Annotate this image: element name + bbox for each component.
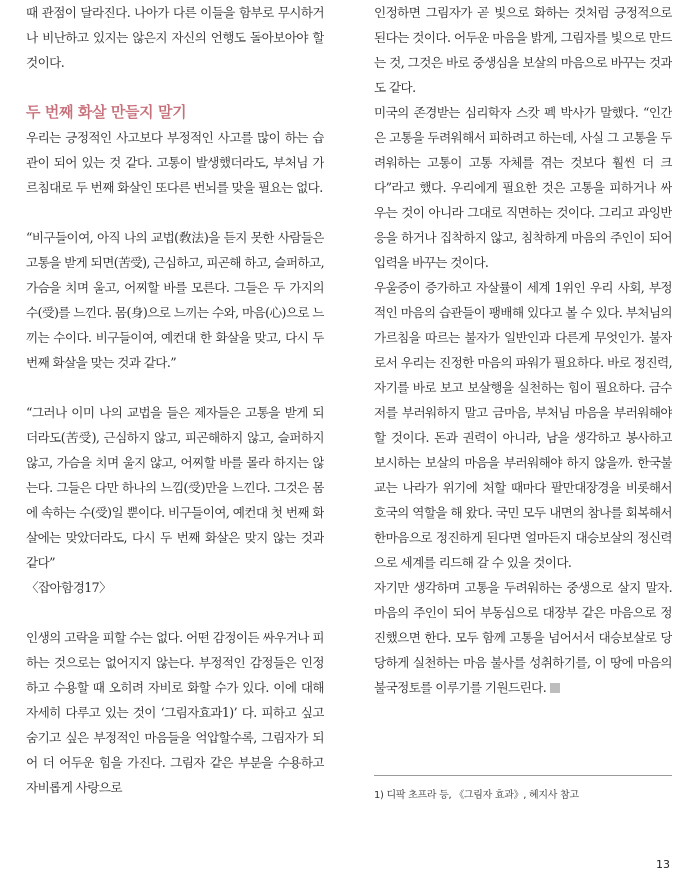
right-column bbox=[374, 0, 672, 700]
sutra-quote: “그러나 이미 나의 교법을 들은 제자들은 고통을 받게 되더라도(苦受), 근심하지 않고, 피곤해하지 않고, 슬퍼하지 않고, 가슴을 치며 울지 않고, 어찌할 바를 몰라 하지는 않는다. 그들은 다만 하나의 느낌(受)만을 느낀다. 그것은 몸에 속하는 수(受)일 뿐이다. 비구들이여, 예컨대 첫 번째 화살에는 맞았더라도, 다시 두 번째 화살은 맞지 않는 것과 같다” bbox=[26, 405, 324, 570]
sutra-quote: “비구들이여, 아직 나의 교법(敎法)을 듣지 못한 사람들은 고통을 받게 되면(苦受), 근심하고, 피곤해 하고, 슬퍼하고, 가슴을 치며 울고, 어찌할 바를 모른다. 그들은 두 가지의 수(受)를 느낀다. 몸(身)으로 느끼는 수와, 마음(心)으로 느끼는 수이다. 비구들이여, 예컨대 한 화살을 맞고, 다시 두 번째 화살을 맞는 것과 같다.” bbox=[26, 230, 324, 370]
section-heading: 두 번째 화살 만들지 말기 bbox=[26, 103, 187, 121]
paragraph: 미국의 존경받는 심리학자 스캇 펙 박사가 말했다. “인간은 고통을 두려워해서 피하려고 하는데, 사실 그 고통을 두려워하는 고통이 고통 자체를 겪는 것보다 훨씬 더 크다”라고 했다. 우리에게 필요한 것은 고통을 피하거나 싸우는 것이 아니라 그대로 직면하는 것이다. 그리고 과잉반응을 하거나 집착하지 않고, 침착하게 마음의 주인이 되어 입력을 바꾸는 것이다. bbox=[374, 105, 672, 270]
footnote: 1) 디팍 초프라 등, 《그림자 효과》, 혜지사 참고 bbox=[374, 790, 579, 801]
paragraph: 우울증이 증가하고 자살률이 세계 1위인 우리 사회, 부정적인 마음의 습관들이 팽배해 있다고 볼 수 있다. 부처님의 가르침을 따르는 불자가 일반인과 다른게 무엇인가. 불자로서 우리는 진정한 마음의 파워가 필요하다. 바로 정진력, 자기를 바로 보고 보살행을 실천하는 힘이 필요하다. 금수저를 부러워하지 말고 금마음, 부처님 마음을 부러워해야 할 것이다. 돈과 권력이 아니라, 남을 생각하고 봉사하고 보시하는 보살의 마음을 부러워해야 하지 않을까. 한국불교는 나라가 위기에 처할 때마다 팔만대장경을 비롯해서 호국의 역할을 해 왔다. 국민 모두 내면의 참나를 회복해서 한마음으로 정진하게 된다면 얼마든지 대승보살의 정신력으로 세계를 리드해 갈 수 있을 것이다. bbox=[374, 280, 672, 570]
page-number: 13 bbox=[656, 858, 670, 871]
footnote-divider bbox=[374, 775, 672, 776]
quote-source: 〈잡아함경17〉 bbox=[26, 580, 112, 595]
paragraph: 인생의 고락을 피할 수는 없다. 어떤 감정이든 싸우거나 피하는 것으로는 없어지지 않는다. 부정적인 감정들은 인정하고 수용할 때 오히려 자비로 화할 수가 있다. 이에 대해 자세히 다루고 있는 것이 ‘그림자효과1)’ 다. 피하고 싶고 숨기고 싶은 부정적인 마음들을 억압할수록, 그림자가 되어 더 어두운 힘을 가진다. 그림자 같은 부분을 수용하고 자비롭게 사랑으로 bbox=[26, 630, 324, 795]
paragraph: 때 관점이 달라진다. 나아가 다른 이들을 함부로 무시하거나 비난하고 있지는 않은지 자신의 언행도 돌아보아야 할 것이다. bbox=[26, 5, 324, 70]
end-mark-icon bbox=[550, 683, 560, 693]
paragraph: 인정하면 그림자가 곧 빛으로 화하는 것처럼 긍정적으로 된다는 것이다. 어두운 마음을 밝게, 그림자를 빛으로 만드는 것, 그것은 바로 중생심을 보살의 마음으로 바꾸는 것과도 같다. bbox=[374, 5, 672, 95]
left-column bbox=[26, 0, 324, 800]
paragraph: 우리는 긍정적인 사고보다 부정적인 사고를 많이 하는 습관이 되어 있는 것 같다. 고통이 발생했더라도, 부처님 가르침대로 두 번째 화살인 또다른 번뇌를 맞을 필요는 없다. bbox=[26, 130, 324, 195]
closing-paragraph bbox=[374, 575, 672, 700]
closing-text: 자기만 생각하며 고통을 두려워하는 중생으로 살지 말자. 마음의 주인이 되어 부동심으로 대장부 같은 마음으로 정진했으면 한다. 모두 함께 고통을 넘어서서 대승보살로 당당하게 실천하는 마음 불사를 성취하기를, 이 땅에 마음의 불국정토를 이루기를 기원드린다. bbox=[374, 580, 672, 695]
